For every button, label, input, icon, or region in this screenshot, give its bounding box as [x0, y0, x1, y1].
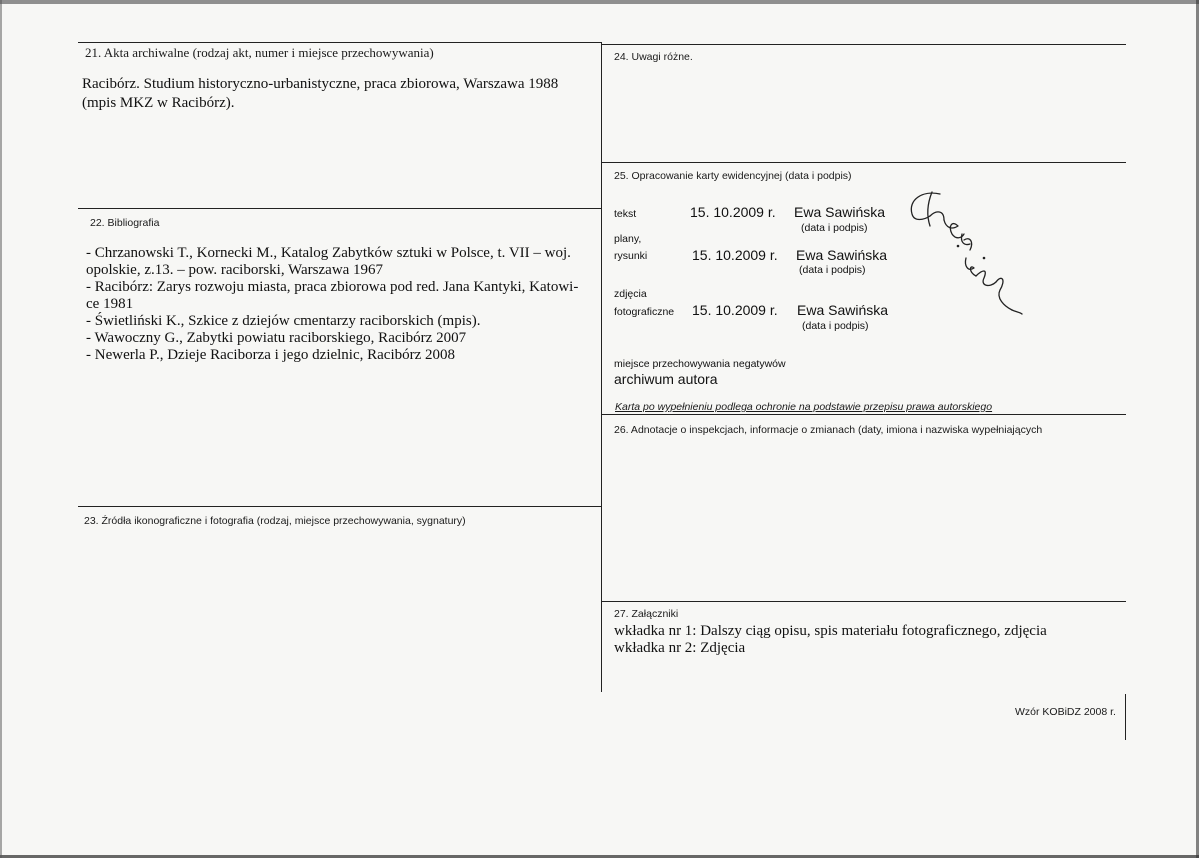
biblio-line: - Świetliński K., Szkice z dziejów cmentarzy raciborskich (mpis).: [86, 313, 481, 329]
biblio-line: - Racibórz: Zarys rozwoju miasta, praca zbiorowa pod red. Jana Kantyki, Katowi-: [86, 279, 579, 295]
section24-top-rule: [601, 44, 1126, 45]
row-caption-tekst: (data i podpis): [801, 222, 868, 234]
scan-edge-top: [0, 0, 1199, 4]
section21-top-rule: [78, 42, 601, 43]
section25-label: 25. Opracowanie karty ewidencyjnej (data i podpis): [614, 170, 852, 182]
row-date-tekst: 15. 10.2009 r.: [690, 204, 776, 220]
row-label-plany: plany,: [614, 233, 642, 245]
row-caption-zdjecia: (data i podpis): [802, 320, 869, 332]
biblio-line: opolskie, z.13. – pow. raciborski, Warszawa 1967: [86, 262, 384, 278]
row-label-tekst: tekst: [614, 208, 637, 220]
row-date-zdjecia: 15. 10.2009 r.: [692, 302, 778, 318]
row-name-zdjecia: Ewa Sawińska: [797, 302, 889, 318]
section21-line2: (mpis MKZ w Racibórz).: [82, 95, 235, 111]
section27-top-rule: [601, 601, 1126, 602]
section25-top-rule: [601, 162, 1126, 163]
section21-line1: Racibórz. Studium historyczno-urbanistyczne, praca zbiorowa, Warszawa 1988: [82, 76, 559, 92]
row-label-rysunki: rysunki: [614, 250, 648, 262]
row-name-rysunki: Ewa Sawińska: [796, 247, 888, 263]
row-name-tekst: Ewa Sawińska: [794, 204, 886, 220]
footer-right-rule: [1125, 694, 1126, 740]
section22-label: 22. Bibliografia: [90, 217, 160, 229]
section23-top-rule: [78, 506, 601, 507]
scan-edge-left: [0, 0, 2, 858]
negatives-label: miejsce przechowywania negatywów: [614, 358, 786, 370]
biblio-line: ce 1981: [86, 296, 134, 312]
biblio-line: - Wawoczny G., Zabytki powiatu raciborskiego, Racibórz 2007: [86, 330, 467, 346]
handwritten-signature-image: [900, 186, 1025, 320]
section27-line2: wkładka nr 2: Zdjęcia: [614, 640, 746, 656]
center-column-divider: [601, 42, 602, 692]
section27-label: 27. Załączniki: [614, 608, 679, 620]
row-label-zdjecia: zdjęcia: [614, 288, 647, 300]
section22-top-rule: [78, 208, 601, 209]
section21-label: 21. Akta archiwalne (rodzaj akt, numer i miejsce przechowywania): [85, 45, 434, 60]
row-caption-rysunki: (data i podpis): [799, 264, 866, 276]
section23-label: 23. Źródła ikonograficzne i fotografia (rodzaj, miejsce przechowywania, sygnatury): [84, 515, 466, 527]
section26-label: 26. Adnotacje o inspekcjach, informacje o zmianach (daty, imiona i nazwiska wypełniających: [614, 424, 1043, 436]
biblio-line: - Chrzanowski T., Kornecki M., Katalog Zabytków sztuki w Polsce, t. VII – woj.: [86, 245, 571, 261]
template-label: Wzór KOBiDZ 2008 r.: [1015, 706, 1116, 718]
section27-line1: wkładka nr 1: Dalszy ciąg opisu, spis materiału fotograficznego, zdjęcia: [614, 623, 1047, 639]
section26-top-rule: [601, 414, 1126, 415]
row-date-rysunki: 15. 10.2009 r.: [692, 247, 778, 263]
section24-label: 24. Uwagi różne.: [614, 51, 693, 63]
copyright-note: Karta po wypełnieniu podlega ochronie na podstawie przepisu prawa autorskiego: [615, 401, 993, 413]
biblio-line: - Newerla P., Dzieje Raciborza i jego dzielnic, Racibórz 2008: [86, 347, 456, 363]
row-label-fotograficzne: fotograficzne: [614, 306, 675, 318]
negatives-value: archiwum autora: [614, 371, 718, 387]
